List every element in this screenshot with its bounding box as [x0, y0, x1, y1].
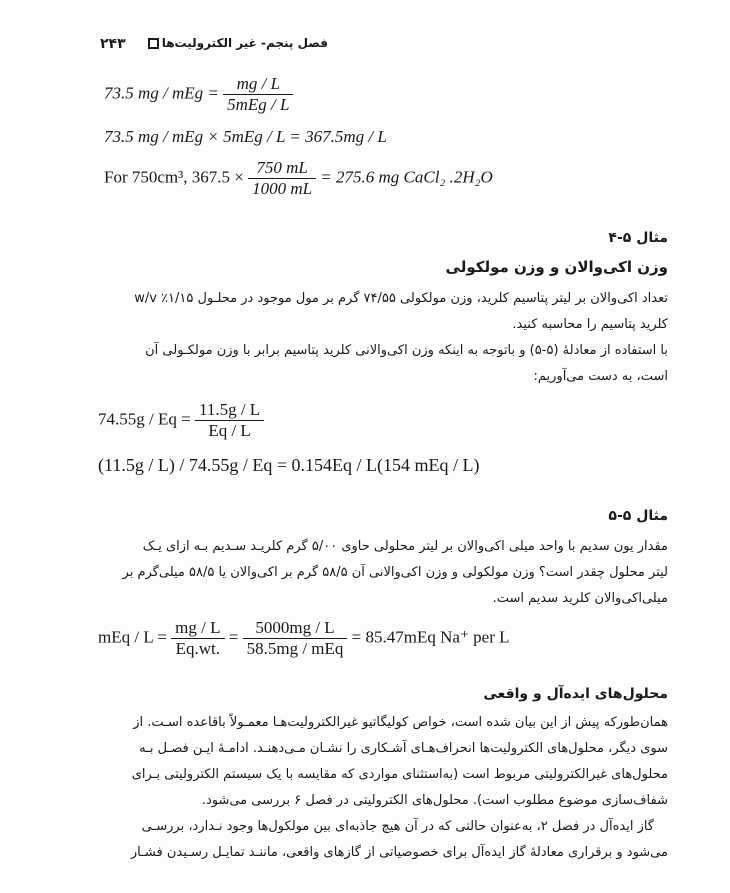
equation-sodium-meq — [98, 618, 510, 659]
text-line: گاز ایده‌آل در فصل ۲، به‌عنوان حالتی که در آن هیچ جاذبه‌ای بین مولکول‌ها وجود نـدارد، بررسـی — [141, 819, 654, 834]
text-line: است، به دست می‌آوریم: — [533, 369, 668, 384]
text-line: با استفاده از معادلهٔ (۵-۵) و باتوجه به اینکه وزن اکی‌والانی کلرید پتاسیم برابر با وزن مولکـولی آن — [145, 343, 668, 358]
fraction-numerator: mg / L — [171, 618, 224, 639]
equation-mg-per-meq — [104, 74, 293, 115]
text-line: لیتر محلول چقدر است؟ وزن مولکولی و وزن اکی‌والانی آن ۵۸/۵ گرم بر اکی‌والان یا ۵۸/۵ میلی‌گرم بر — [122, 565, 668, 580]
fraction-denominator: Eq / L — [208, 421, 251, 440]
fraction-numerator: 5000mg / L — [243, 618, 348, 639]
text-line: شفاف‌سازی موضوع مطلوب است). محلول‌های الکترولیتی در فصل ۶ بررسی می‌شود. — [201, 793, 668, 808]
example-label: مثال ۵-۴ — [608, 230, 668, 246]
equation-suffix: = 275.6 mg CaCl₂ .2H₂O — [320, 167, 493, 187]
page-number: ۲۴۳ — [100, 36, 126, 52]
equation-text: (11.5g / L) / 74.55g / Eq = 0.154Eq / L(154 mEq / L) — [98, 455, 480, 475]
equation-text: 73.5 mg / mEg × 5mEg / L = 367.5mg / L — [104, 127, 387, 146]
text-line: می‌شود و برقراری معادلهٔ گاز ایده‌آل برای خصوصیاتی از گازهای واقعی، ماننـد تمایـل رسـیدن فشـار — [130, 845, 668, 860]
paragraph — [98, 286, 668, 390]
section-body — [98, 710, 668, 866]
fraction-numerator: mg / L — [223, 74, 293, 95]
fraction-denominator: 1000 mL — [252, 179, 313, 198]
text-line: تعداد اکی‌والان بر لیتر پتاسیم کلرید، وزن مولکولی ۷۴/۵۵ گرم بر مول موجود در محلـول w/v ٪۱/۱۵ — [134, 291, 668, 306]
text-line: کلرید پتاسیم را محاسبه کنید. — [512, 317, 668, 332]
fraction-denominator: 58.5mg / mEq — [246, 639, 344, 658]
fraction-numerator: 750 mL — [248, 158, 316, 179]
text-line: مقدار یون سدیم با واحد میلی اکی‌والان بر لیتر محلولی حاوی ۵/۰۰ گرم کلریـد سـدیم بـه ازای یـک — [142, 539, 668, 554]
text-line: میلی‌اکی‌والان کلرید سدیم است. — [492, 591, 668, 606]
equation-750cm3 — [104, 158, 493, 199]
chapter-title: فصل پنجم- غیر الکترولیت‌ها — [161, 36, 328, 50]
equation-left: 74.55g / Eq = — [98, 409, 191, 429]
equals-sign: = — [228, 627, 239, 647]
paragraph — [98, 534, 668, 612]
example-title: وزن اکی‌والان و وزن مولکولی — [445, 258, 668, 276]
equation-kcl-result — [98, 455, 479, 476]
fraction-numerator: 11.5g / L — [195, 400, 264, 421]
page-header — [100, 32, 328, 58]
equation-result: = 85.47mEq Na⁺ per L — [351, 627, 510, 647]
equation-left: 73.5 mg / mEg = — [104, 83, 219, 103]
text-line: سوی دیگر، محلول‌های الکترولیت‌ها انحراف‌هـای آشـکاری را نشـان مـی‌دهنـد. ادامـهٔ ایـن فصـل بـه — [139, 741, 668, 756]
text-line: محلول‌های غیرالکترولیتی مربوط است (به‌استثنای مواردی که مقایسه با یک سیستم الکترولیتی بـرای — [131, 767, 668, 782]
equation-left: mEq / L = — [98, 627, 167, 647]
section-title: محلول‌های ایده‌آل و واقعی — [483, 686, 668, 702]
equation-product — [104, 127, 387, 147]
text-line: همان‌طورکه پیش از این بیان شده است، خواص کولیگاتیو غیرالکترولیت‌هـا معمـولاً باقاعده اسـت. از — [133, 715, 668, 730]
fraction-denominator: 5mEg / L — [227, 95, 290, 114]
equation-prefix: For 750cm³, 367.5 × — [104, 167, 244, 187]
fraction-denominator: Eq.wt. — [175, 639, 221, 658]
example-label: مثال ۵-۵ — [608, 508, 668, 524]
equation-kcl-eq — [98, 400, 264, 441]
square-ornament-icon — [148, 38, 159, 49]
